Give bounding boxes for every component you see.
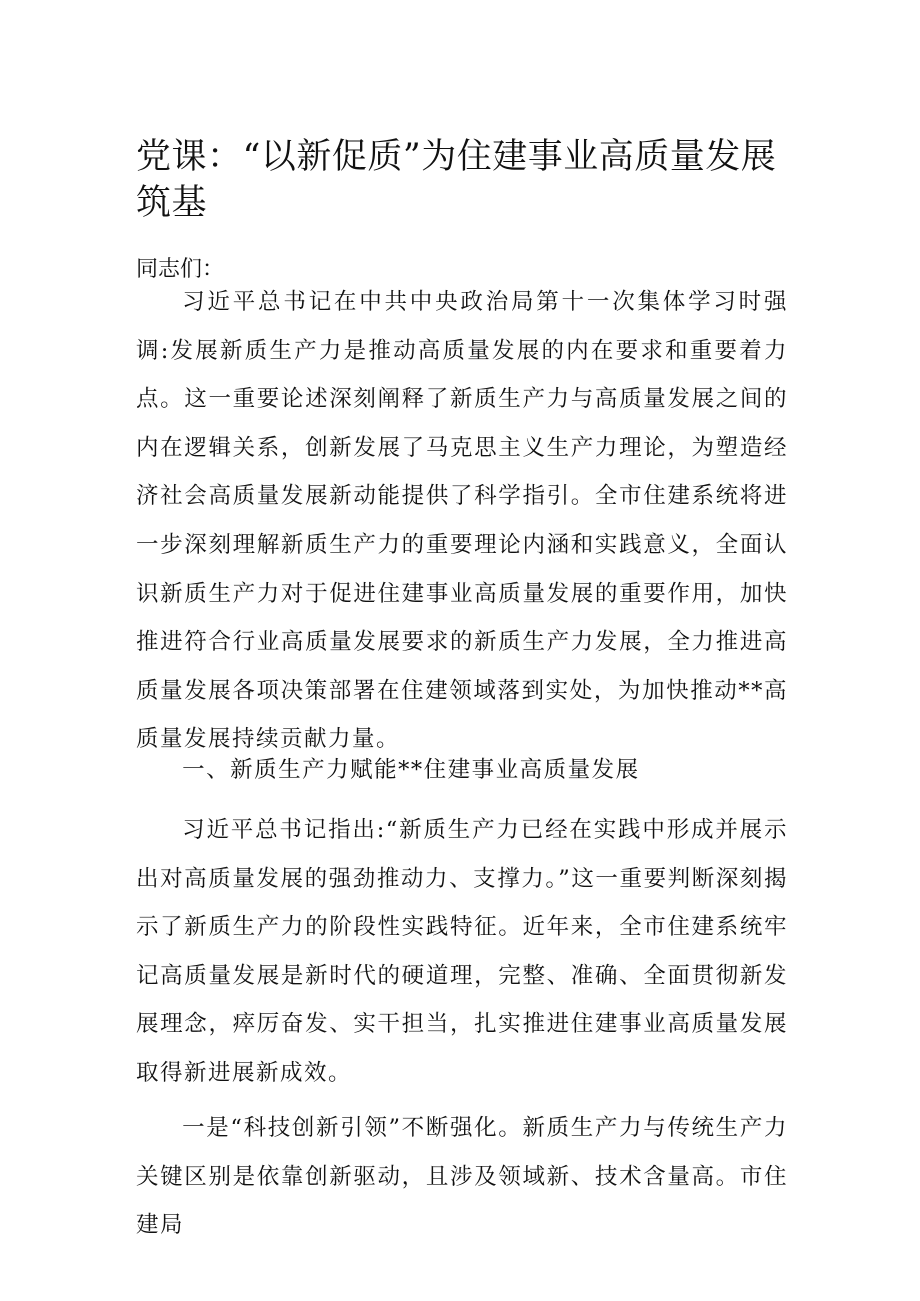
body-paragraph: 习近平总书记指出:“新质生产力已经在实践中形成并展示出对高质量发展的强劲推动力、支撑力。”这一重要判断深刻揭示了新质生产力的阶段性实践特征。近年来，全市住建系统牢记高质量发展是新时代的硬道理，完整、准确、全面贯彻新发展理念，瘁厉奋发、实干担当，扎实推进住建事业高质量发展取得新进展新成效。 bbox=[136, 817, 788, 1086]
document-title: 党课：“以新促质”为住建事业高质量发展筑基 bbox=[136, 137, 777, 223]
body-paragraph: 一是“科技创新引领”不断强化。新质生产力与传统生产力关键区别是依靠创新驱动，且涉及领域新、技术含量高。市住建局 bbox=[136, 1115, 788, 1239]
salutation: 同志们： bbox=[136, 257, 225, 282]
section-heading: 一、新质生产力赋能**住建事业高质量发展 bbox=[182, 757, 640, 783]
intro-paragraph: 习近平总书记在中共中央政治局第十一次集体学习时强调:发展新质生产力是推动高质量发展的内在要求和重要着力点。这一重要论述深刻阐释了新质生产力与高质量发展之间的内在逻辑关系，创新发展了马克思主义生产力理论，为塑造经济社会高质量发展新动能提供了科学指引。全市住建系统将进一步深刻理解新质生产力的重要理论内涵和实践意义，全面认识新质生产力对于促进住建事业高质量发展的重要作用，加快推进符合行业高质量发展要求的新质生产力发展，全力推进高质量发展各项决策部署在住建领域落到实处，为加快推动**高质量发展持续贡献力量。 bbox=[136, 289, 788, 753]
